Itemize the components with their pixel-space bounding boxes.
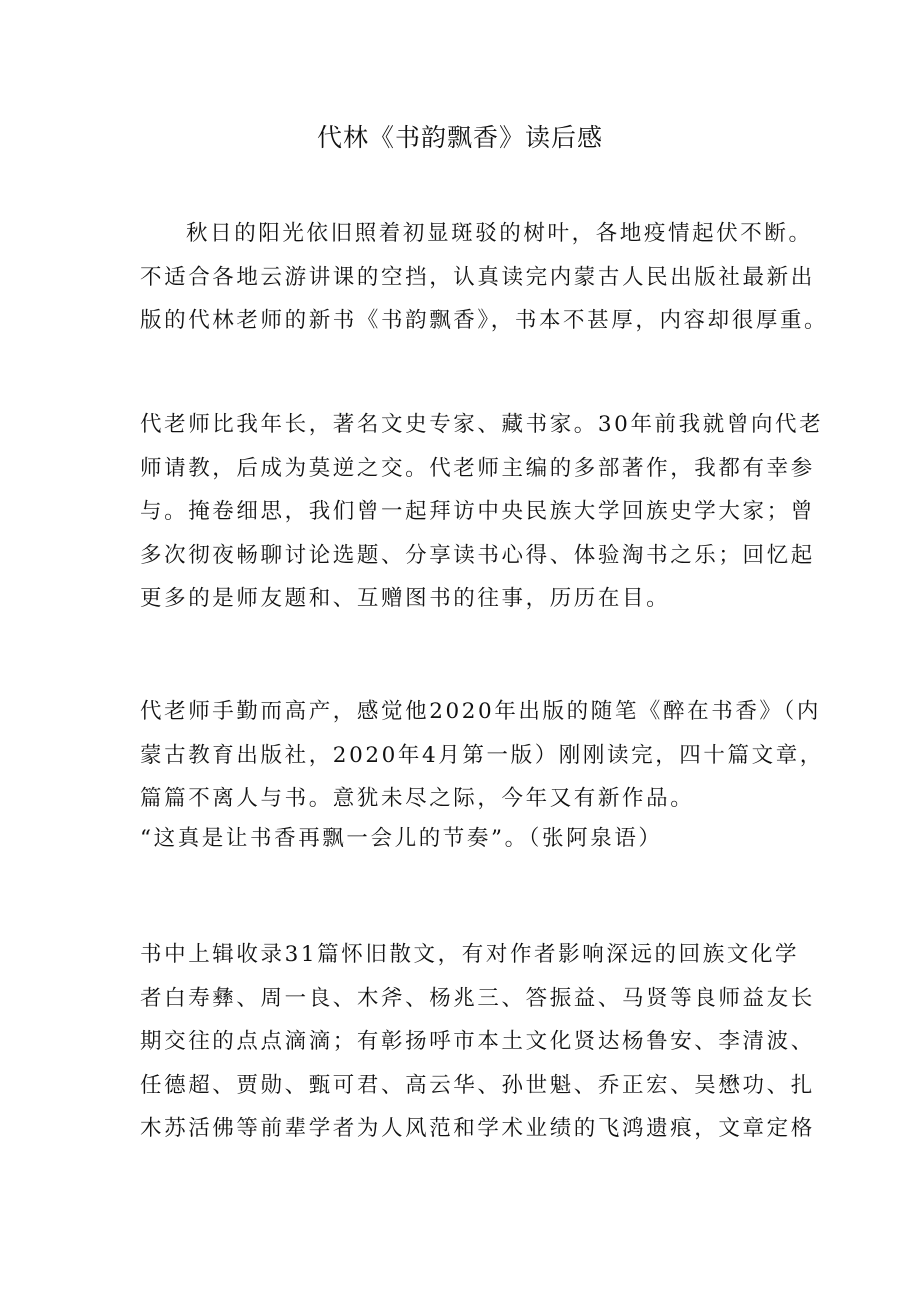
paragraph-line: 者白寿彝、周一良、木斧、杨兆三、答振益、马贤等良师益友长 [140, 985, 815, 1011]
paragraph-line: 与。掩卷细思，我们曾一起拜访中央民族大学回族史学大家；曾 [140, 499, 815, 524]
paragraph-2 [140, 403, 824, 621]
paragraph-line: 书中上辑收录31篇怀旧散文，有对作者影响深远的回族文化学 [140, 942, 800, 967]
paragraph-line: 更多的是师友题和、互赠图书的往事，历历在目。 [140, 586, 671, 611]
paragraph-3 [140, 690, 824, 857]
paragraph-line: 木苏活佛等前辈学者为人风范和学术业绩的飞鸿遗痕，文章定格 [140, 1116, 815, 1141]
paragraph-1 [140, 212, 829, 343]
paragraph-line: 蒙古教育出版社，2020年4月第一版）刚刚读完，四十篇文章， [140, 742, 824, 768]
paragraph-4 [140, 933, 815, 1151]
paragraph-line: 多次彻夜畅聊讨论选题、分享读书心得、体验淘书之乐；回忆起 [140, 542, 815, 568]
paragraph-line: 师请教，后成为莫逆之交。代老师主编的多部著作，我都有幸参 [140, 455, 815, 481]
page-title: 代林《书韵飘香》读后感 [316, 123, 603, 152]
paragraph-line: 任德超、贾勋、甄可君、高云华、孙世魁、乔正宏、吴懋功、扎 [140, 1072, 815, 1098]
quote-line: “这真是让书香再飘一会儿的节奏”。（张阿泉语） [140, 825, 663, 851]
paragraph-line: 期交往的点点滴滴；有彰扬呼市本土文化贤达杨鲁安、李清波、 [140, 1029, 815, 1054]
paragraph-line: 代老师比我年长，著名文史专家、藏书家。30年前我就曾向代老 [140, 412, 824, 437]
paragraph-line: 不适合各地云游讲课的空挡，认真读完内蒙古人民出版社最新出 [140, 264, 815, 290]
paragraph-line: 篇篇不离人与书。意犹未尽之际，今年又有新作品。 [140, 786, 695, 811]
paragraph-line: 版的代林老师的新书《书韵飘香》，书本不甚厚，内容却很厚重。 [140, 308, 829, 333]
paragraph-line: 秋日的阳光依旧照着初显斑驳的树叶，各地疫情起伏不断。 [186, 221, 813, 246]
paragraph-line: 代老师手勤而高产，感觉他2020年出版的随笔《醉在书香》（内 [140, 699, 821, 724]
